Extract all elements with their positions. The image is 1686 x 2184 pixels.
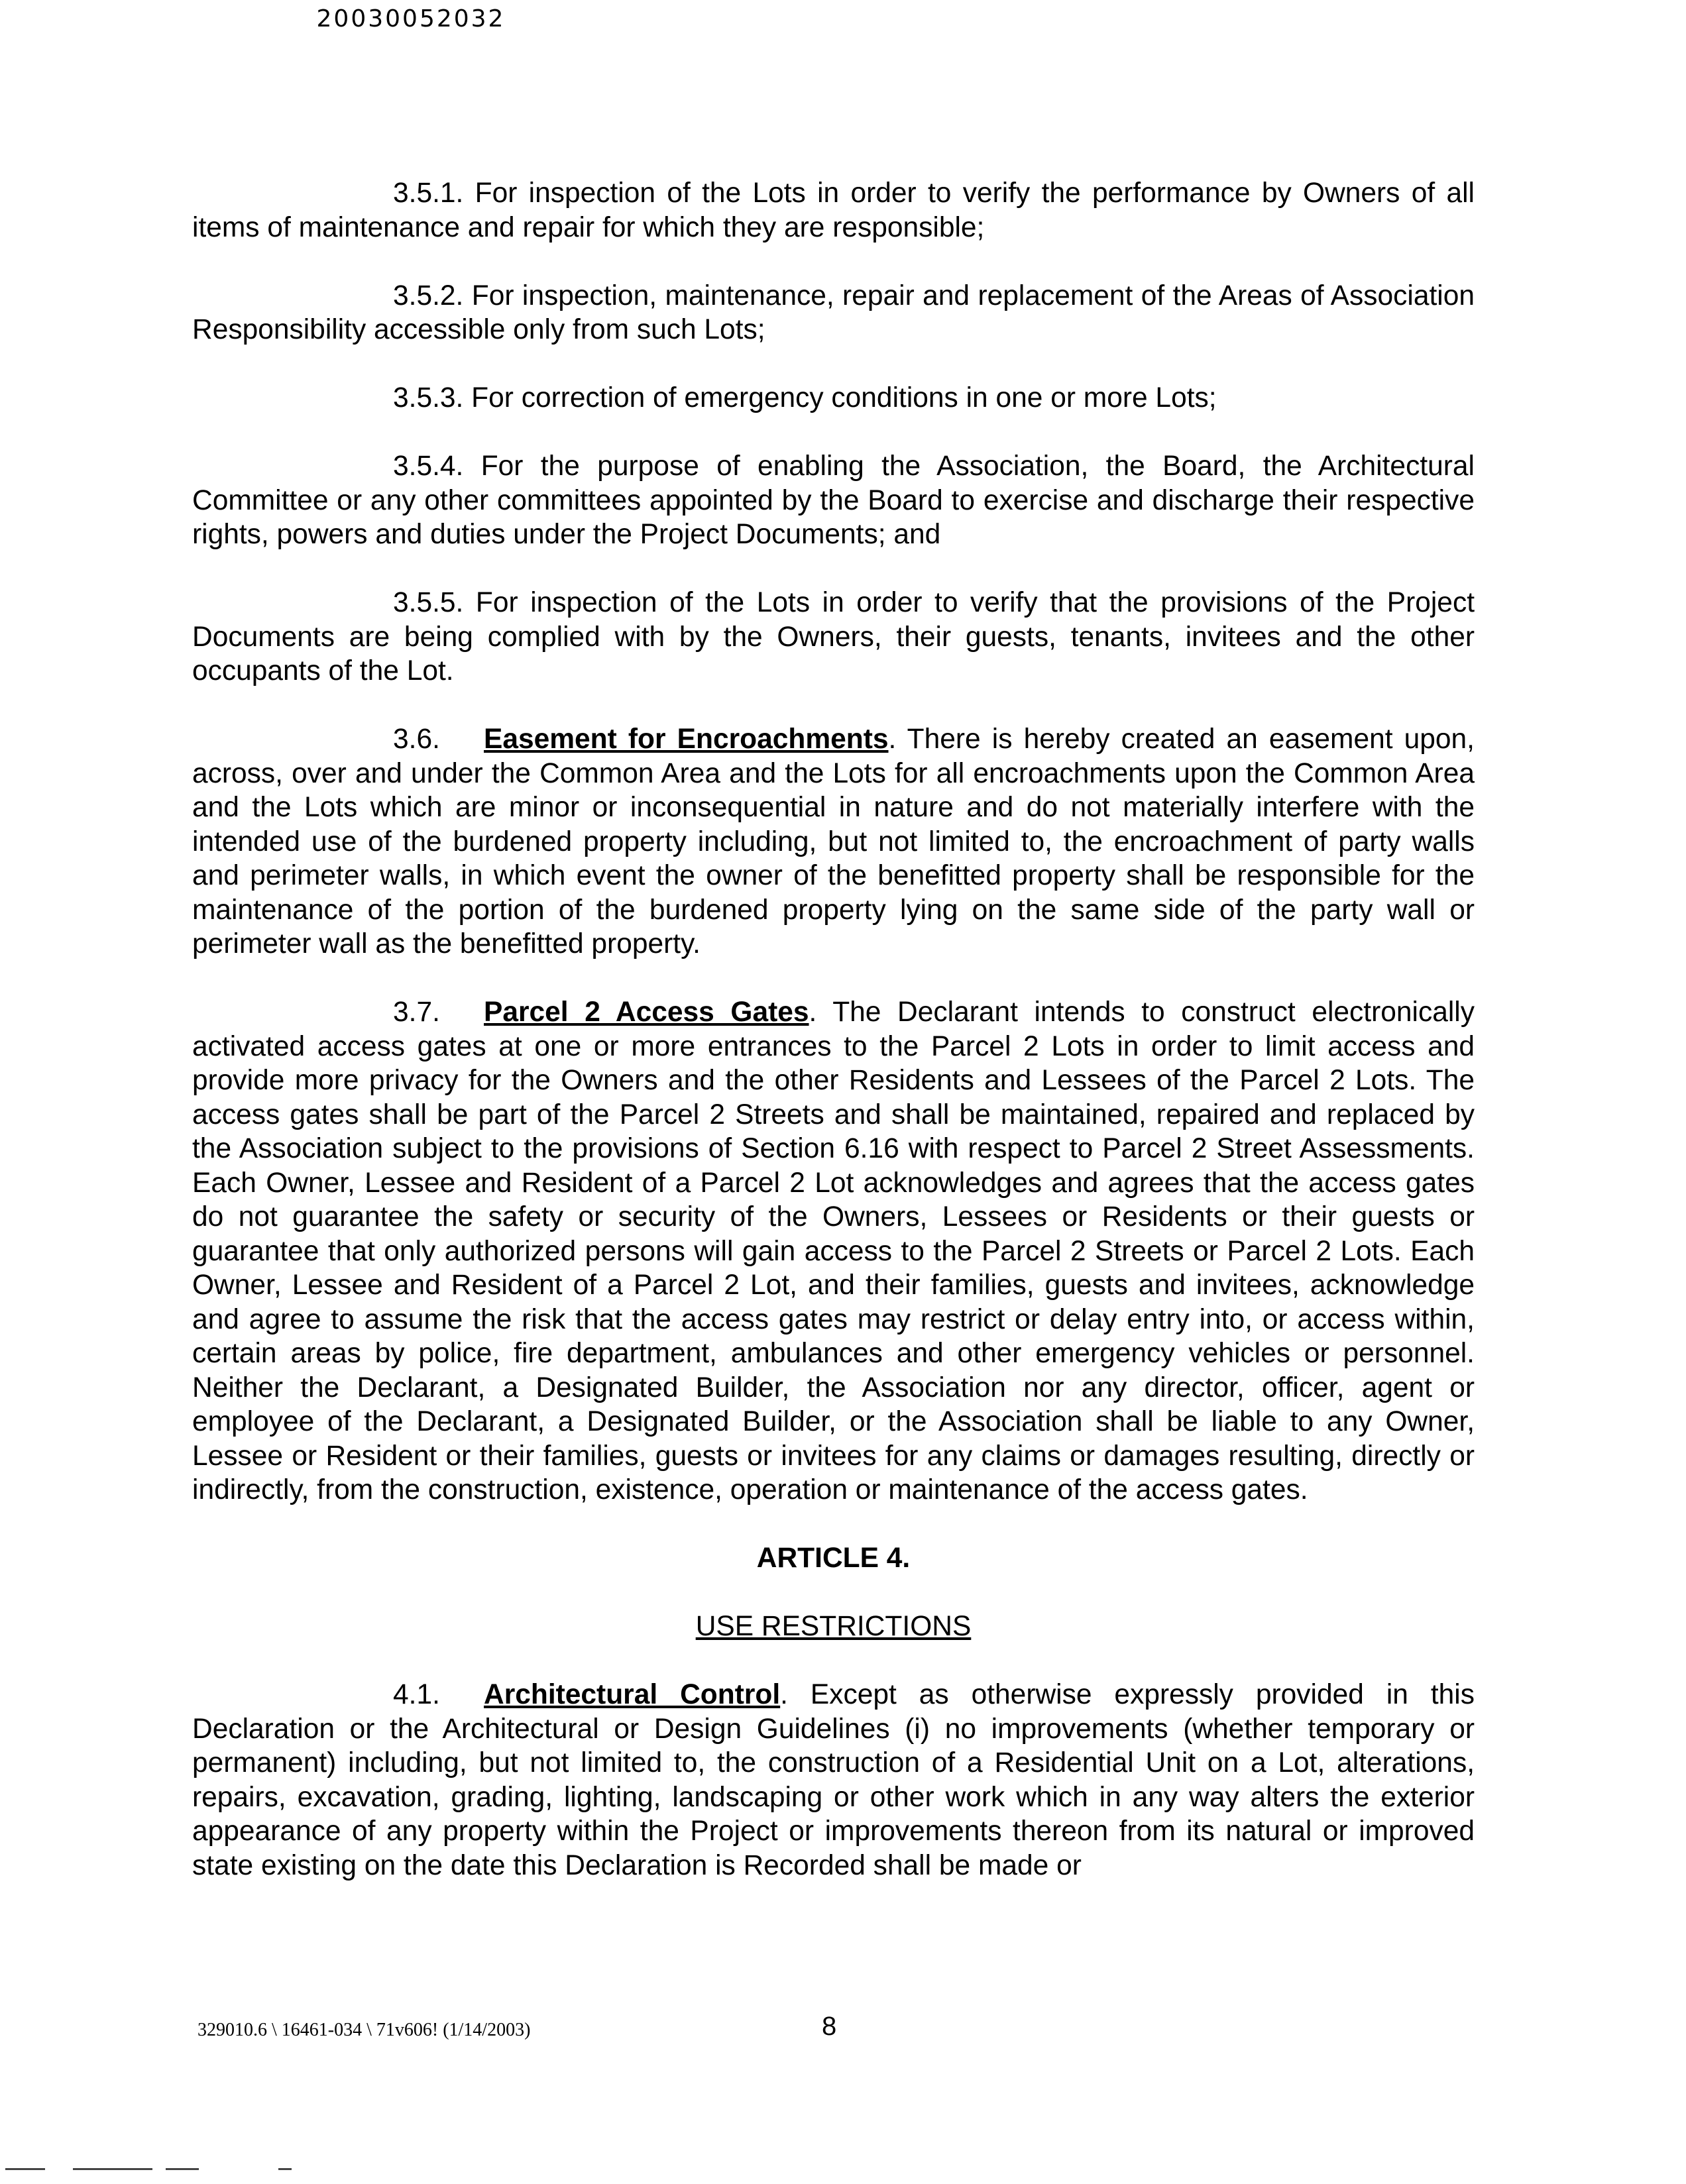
section-text: . The Declarant intends to construct electronically activated access gates at one or more entrances to the Parcel 2 Lots in order to limit access and provide more privacy for the Owners and the other Residents and Lessees of the Parcel 2 Lots. The access gates shall be part of the Parcel 2 Streets and shall be maintained, repaired and replaced by the Association subject to the provisions of Section 6.16 with respect to Parcel 2 Street Assessments. Each Owner, Lessee and Resident of a Parcel 2 Lot acknowledges and agrees that the access gates do not guarantee the safety or security of the Owners, Lessees or Residents or their guests or guarantee that only authorized persons will gain access to the Parcel 2 Streets or Parcel 2 Lots. Each Owner, Lessee and Resident of a Parcel 2 Lot, and their families, guests and invitees, acknowledge and agree to assume the risk that the access gates may restrict or delay entry into, or access within, certain areas by police, fire department, ambulances and other emergency vehicles or personnel. Neither the Declarant, a Designated Builder, the Association nor any director, officer, agent or employee of the Declarant, a Designated Builder, or the Association shall be liable to any Owner, Lessee or Resident or their families, guests or invitees for any claims or damages resulting, directly or indirectly, from the construction, existence, operation or maintenance of the access gates. (192, 997, 1475, 1505)
document-number: 20030052032 (316, 5, 506, 32)
scan-artifact (278, 2168, 292, 2170)
paragraph-3-5-1: 3.5.1. For inspection of the Lots in order to verify the performance by Owners of all items of maintenance and repair for which they are responsible; (192, 178, 1475, 243)
article-subtitle-wrap (192, 1610, 1475, 1644)
page-number: 8 (822, 2012, 837, 2041)
paragraph-3-5-5: 3.5.5. For inspection of the Lots in order to verify that the provisions of the Project Documents are being complied with by the Owners, their guests, tenants, invitees and the other occupants of the Lot. (192, 587, 1475, 686)
paragraph-3-5-4: 3.5.4. For the purpose of enabling the Association, the Board, the Architectural Committee or any other committees appointed by the Board to exercise and discharge their respective rights, powers and duties under the Project Documents; and (192, 451, 1475, 550)
section-heading: Easement for Encroachments (484, 724, 889, 755)
document-body (192, 176, 1475, 1917)
section-number: 4.1. (393, 1679, 440, 1710)
section-3-6 (192, 722, 1475, 961)
section-number: 3.7. (393, 997, 440, 1028)
paragraph-3-5-2: 3.5.2. For inspection, maintenance, repair and replacement of the Areas of Association Responsibility accessible only from such Lots; (192, 280, 1475, 345)
section-text: . Except as otherwise expressly provided in this Declaration or the Architectural or Design Guidelines (i) no improvements (whether temporary or permanent) including, but not limited to, the construction of a Residential Unit on a Lot, alterations, repairs, excavation, grading, lighting, landscaping or other work which in any way alters the exterior appearance of any property within the Project or improvements thereon from its natural or improved state existing on the date this Declaration is Recorded shall be made or (192, 1679, 1475, 1881)
paragraph-3-5-3: 3.5.3. For correction of emergency conditions in one or more Lots; (393, 382, 1217, 413)
scan-artifact (5, 2168, 45, 2170)
article-title: ARTICLE 4. (756, 1543, 911, 1574)
section-4-1 (192, 1678, 1475, 1883)
scan-artifact (166, 2168, 199, 2170)
section-heading: Parcel 2 Access Gates (484, 997, 809, 1028)
article-subtitle: USE RESTRICTIONS (695, 1611, 972, 1642)
scan-artifact (73, 2168, 152, 2170)
footer-reference: 329010.6 \ 16461-034 \ 71v606! (1/14/2003) (197, 2020, 531, 2040)
section-text: . There is hereby created an easement upon, across, over and under the Common Area and the Lots for all encroachments upon the Common Area and the Lots which are minor or inconsequential in nature and do not materially interfere with the intended use of the burdened property including, but not limited to, the encroachment of party walls and perimeter walls, in which event the owner of the benefitted property shall be responsible for the maintenance of the portion of the burdened property lying on the same side of the party wall or perimeter wall as the benefitted property. (192, 724, 1475, 959)
section-heading: Architectural Control (484, 1679, 781, 1710)
section-3-7 (192, 995, 1475, 1507)
section-number: 3.6. (393, 724, 440, 755)
